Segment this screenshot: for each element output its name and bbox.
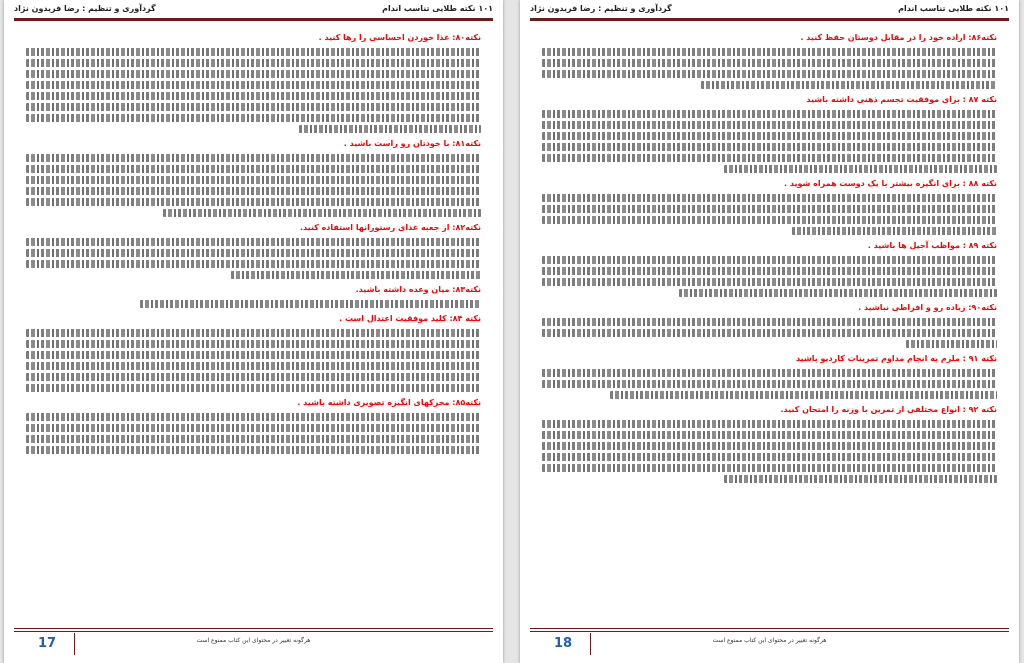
body-text-line bbox=[163, 209, 482, 217]
tip-heading: نکته۹۰: زیاده رو و افراطی نباشید . bbox=[858, 303, 997, 312]
body-text-line bbox=[26, 249, 481, 257]
page-header bbox=[530, 4, 1009, 18]
page-18 bbox=[520, 0, 1019, 663]
body-text-line bbox=[542, 267, 997, 275]
body-text-line bbox=[26, 198, 481, 206]
body-text-line bbox=[542, 442, 997, 450]
tip-heading: نکته ۸۹ : مواظب آجیل ها باشید . bbox=[867, 241, 997, 250]
body-text-line bbox=[906, 340, 997, 348]
header-rule bbox=[530, 18, 1009, 21]
body-text-line bbox=[140, 300, 481, 308]
tip-heading: نکته۸۶: اراده خود را در مقابل دوستان حفظ کنید . bbox=[800, 33, 997, 42]
body-text-line bbox=[542, 318, 997, 326]
header-rule bbox=[14, 18, 493, 21]
footer-rule bbox=[530, 631, 1009, 632]
body-text-line bbox=[542, 154, 997, 162]
body-text-line bbox=[542, 121, 997, 129]
tip-section bbox=[542, 33, 997, 89]
tip-section bbox=[26, 139, 481, 217]
body-text-line bbox=[26, 187, 481, 195]
body-text-line bbox=[26, 260, 481, 268]
body-text-line bbox=[610, 391, 997, 399]
book-title: ۱۰۱ نکته طلایی تناسب اندام bbox=[898, 4, 1009, 13]
body-text-line bbox=[26, 165, 481, 173]
tip-section bbox=[26, 33, 481, 133]
body-text-line bbox=[26, 329, 481, 337]
body-text-line bbox=[26, 48, 481, 56]
body-text-line bbox=[299, 125, 481, 133]
tip-heading: نکته ۸۸ : برای انگیزه بیشتر با یک دوست همراه شوید . bbox=[784, 179, 997, 188]
body-text-line bbox=[542, 453, 997, 461]
tip-heading: نکته ۸۴: کلید موفقیت اعتدال است . bbox=[339, 314, 481, 323]
copyright-notice: هرگونه تغییر در محتوای این کتاب ممنوع است bbox=[712, 637, 827, 644]
body-text-line bbox=[542, 380, 997, 388]
body-text-line bbox=[542, 110, 997, 118]
body-text-line bbox=[542, 70, 997, 78]
body-text-line bbox=[542, 205, 997, 213]
compiler-credit: گردآوری و تنظیم : رضا فریدون نژاد bbox=[14, 4, 156, 13]
tip-section bbox=[26, 223, 481, 279]
body-text-line bbox=[542, 48, 997, 56]
page-17 bbox=[4, 0, 503, 663]
tip-section bbox=[26, 285, 481, 308]
body-text-line bbox=[26, 435, 481, 443]
body-text-line bbox=[724, 165, 997, 173]
copyright-notice: هرگونه تغییر در محتوای این کتاب ممنوع است bbox=[196, 637, 311, 644]
body-text-line bbox=[542, 194, 997, 202]
body-text-line bbox=[231, 271, 481, 279]
body-text-line bbox=[26, 413, 481, 421]
tip-heading: نکته ۹۱ : ملزم به انجام مداوم تمرینات کاردیو باشید bbox=[795, 354, 997, 363]
body-text-line bbox=[26, 424, 481, 432]
body-text-line bbox=[26, 351, 481, 359]
body-text-line bbox=[792, 227, 997, 235]
body-text-line bbox=[26, 81, 481, 89]
tip-heading: نکته۸۵: محرکهای انگیزه تصویری داشته باشید . bbox=[297, 398, 481, 407]
body-text-line bbox=[542, 431, 997, 439]
tip-heading: نکته ۹۲ : انواع مختلفی از تمرین با وزنه را امتحان کنید. bbox=[780, 405, 997, 414]
tip-section bbox=[26, 314, 481, 392]
body-text-line bbox=[26, 238, 481, 246]
body-text-line bbox=[542, 132, 997, 140]
compiler-credit: گردآوری و تنظیم : رضا فریدون نژاد bbox=[530, 4, 672, 13]
body-text-line bbox=[26, 176, 481, 184]
page-header bbox=[14, 4, 493, 18]
page-number: 18 bbox=[554, 636, 573, 651]
body-text-line bbox=[542, 329, 997, 337]
tip-heading: نکته۸۲: از جعبه غذای رستورانها استفاده کنید. bbox=[299, 223, 481, 232]
footer-rule bbox=[530, 628, 1009, 629]
body-text-line bbox=[542, 143, 997, 151]
footer-rule bbox=[14, 631, 493, 632]
body-text-line bbox=[26, 70, 481, 78]
tip-section bbox=[542, 179, 997, 235]
body-text-line bbox=[542, 278, 997, 286]
tip-section bbox=[542, 303, 997, 348]
page-number: 17 bbox=[38, 636, 57, 651]
tip-heading: نکته۸۳: میان وعده داشته باشید. bbox=[355, 285, 481, 294]
footer-rule bbox=[14, 628, 493, 629]
tip-heading: نکته۸۱: با خودتان رو راست باشید . bbox=[343, 139, 481, 148]
page-content bbox=[26, 27, 481, 457]
book-title: ۱۰۱ نکته طلایی تناسب اندام bbox=[382, 4, 493, 13]
tip-section bbox=[542, 405, 997, 483]
tip-heading: نکته۸۰: غذا خوردن احساسی را رها کنید . bbox=[318, 33, 481, 42]
page-content bbox=[542, 27, 997, 486]
body-text-line bbox=[26, 340, 481, 348]
body-text-line bbox=[26, 59, 481, 67]
tip-section bbox=[542, 241, 997, 297]
body-text-line bbox=[542, 369, 997, 377]
body-text-line bbox=[542, 256, 997, 264]
body-text-line bbox=[701, 81, 997, 89]
body-text-line bbox=[26, 446, 481, 454]
body-text-line bbox=[26, 373, 481, 381]
body-text-line bbox=[542, 59, 997, 67]
body-text-line bbox=[26, 154, 481, 162]
body-text-line bbox=[26, 114, 481, 122]
body-text-line bbox=[679, 289, 998, 297]
body-text-line bbox=[724, 475, 997, 483]
body-text-line bbox=[542, 216, 997, 224]
tip-section bbox=[26, 398, 481, 454]
body-text-line bbox=[542, 464, 997, 472]
body-text-line bbox=[26, 103, 481, 111]
body-text-line bbox=[26, 362, 481, 370]
tip-section bbox=[542, 95, 997, 173]
tip-section bbox=[542, 354, 997, 399]
body-text-line bbox=[542, 420, 997, 428]
tip-heading: نکته ۸۷ : برای موفقیت تجسم ذهنی داشته باشید bbox=[806, 95, 997, 104]
body-text-line bbox=[26, 92, 481, 100]
body-text-line bbox=[26, 384, 481, 392]
